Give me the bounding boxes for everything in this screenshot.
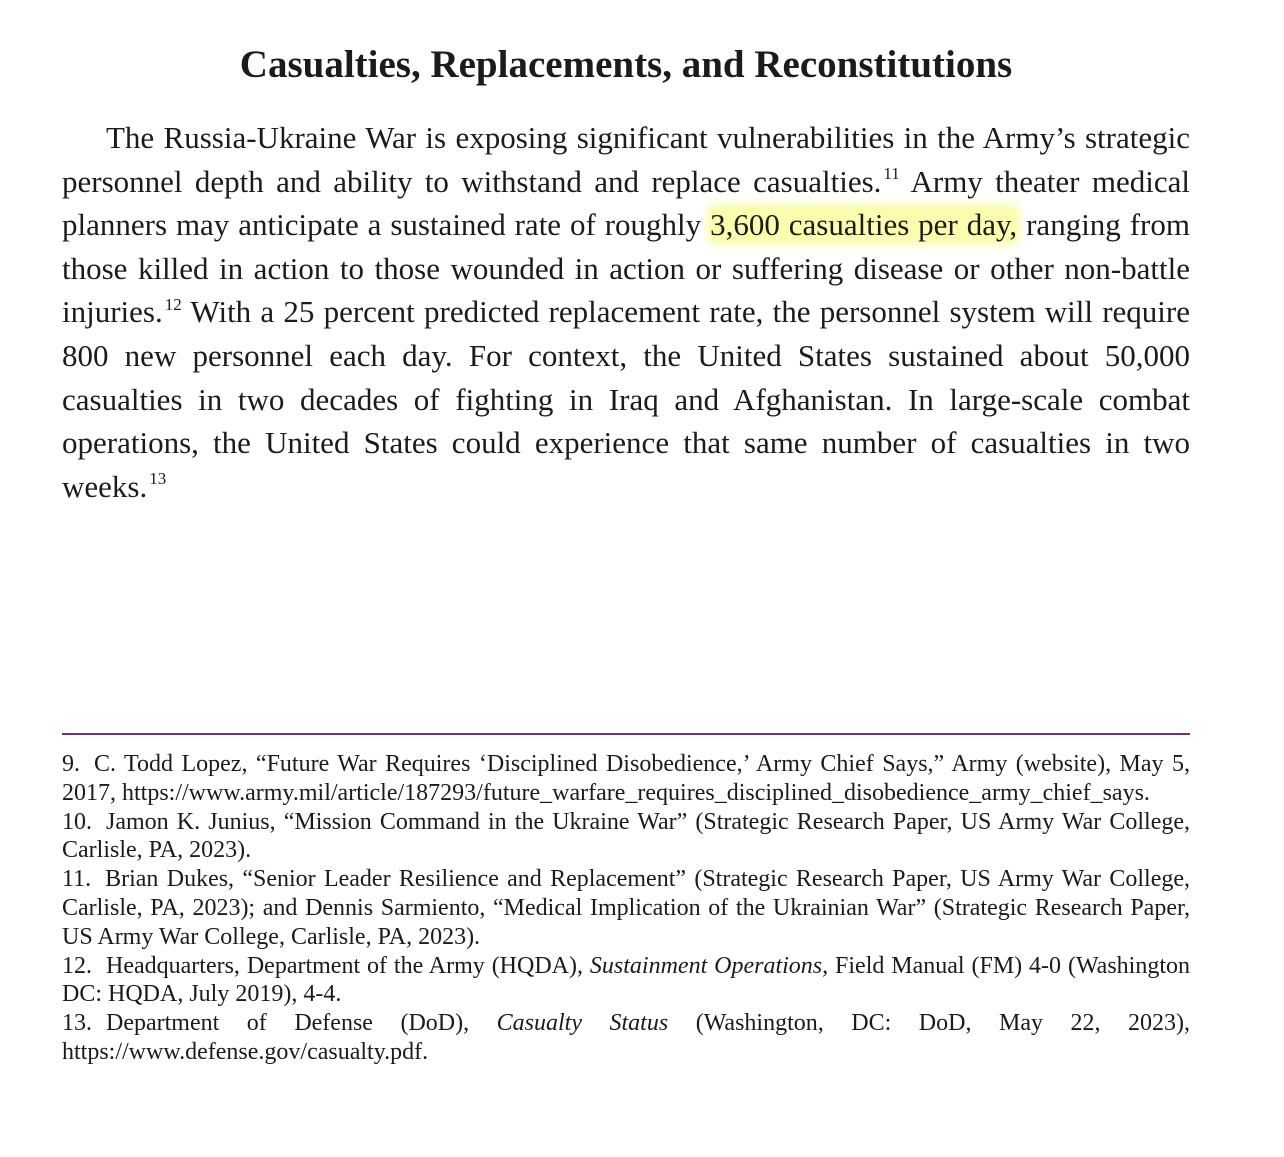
footnote-end: . [1143,779,1150,806]
sentence-2-end: ranging from those killed in action to those wounded in action or suffering disease or other non-battle injuries. [62,207,1190,330]
footnote-ref-11[interactable]: 11 [883,163,900,183]
footnote-ref-12[interactable]: 12 [164,294,182,314]
footnote-text: C. Todd Lopez, “Future War Requires ‘Disciplined Disobedience,’ Army Chief Says,” Army (website), May 5, 2017, [62,751,1190,806]
footnote-text: Headquarters, Department of the Army (HQDA), [106,952,590,979]
sentence-1: The Russia-Ukraine War is exposing significant vulnerabilities in the Army’s strategic personnel depth and ability to withstand and replace casualties. [62,120,1190,199]
footnote-number: 12. [62,952,92,979]
footnote-text: Brian Dukes, “Senior Leader Resilience and Replacement” (Strategic Research Paper, US Army War College, Carlisle, PA, 2023); and Dennis Sarmiento, “Medical Implication of the Ukrainian War” (Strategic Research Paper, US Army War College, Carlisle, PA, 2023). [62,866,1190,950]
section-heading: Casualties, Replacements, and Reconstitutions [239,43,1013,86]
document-page [62,0,1190,1157]
footnote-9 [62,750,1190,808]
sentence-3: With a 25 percent predicted replacement rate, the personnel system will require 800 new personnel each day. For context, the United States sustained about 50,000 casualties in two decades of fighting in Iraq and Afghanistan. In large-scale combat operations, the United States could experience that same number of casualties in two weeks. [62,294,1190,504]
footnote-title: Sustainment Operations, [589,952,829,979]
footnote-link[interactable]: https://www.army.mil/article/187293/future_warfare_requires_disciplined_disobedience_army_chief_says [122,779,1144,806]
footnote-number: 9. [62,751,80,777]
footnote-11 [62,865,1190,951]
footnote-text: Jamon K. Junius, “Mission Command in the Ukraine War” (Strategic Research Paper, US Army War College, Carlisle, PA, 2023). [62,808,1190,864]
body-paragraph [62,116,1190,508]
footnote-text: Department of Defense (DoD), [106,1010,497,1037]
footnote-number: 10. [62,808,92,835]
footnote-number: 13. [62,1010,92,1037]
sentence-2-start: Army theater medical planners may anticipate a sustained rate of roughly [62,163,1190,243]
highlighted-text: 3,600 casualties per day, [710,207,1018,243]
footnote-number: 11. [62,866,92,893]
footnotes [62,750,1190,1067]
footnote-text-end: (Washington, DC: DoD, May 22, 2023), https://www.defense.gov/casualty.pdf. [62,1010,1191,1065]
footnote-title: Casualty Status [496,1010,669,1037]
footnote-12 [62,952,1190,1010]
footnote-ref-13[interactable]: 13 [149,468,167,488]
footnote-10 [62,808,1190,866]
footnote-divider [62,733,1190,735]
footnote-text-end: Field Manual (FM) 4-0 (Washington DC: HQDA, July 2019), 4-4. [62,952,1190,1008]
footnote-13 [62,1009,1190,1067]
